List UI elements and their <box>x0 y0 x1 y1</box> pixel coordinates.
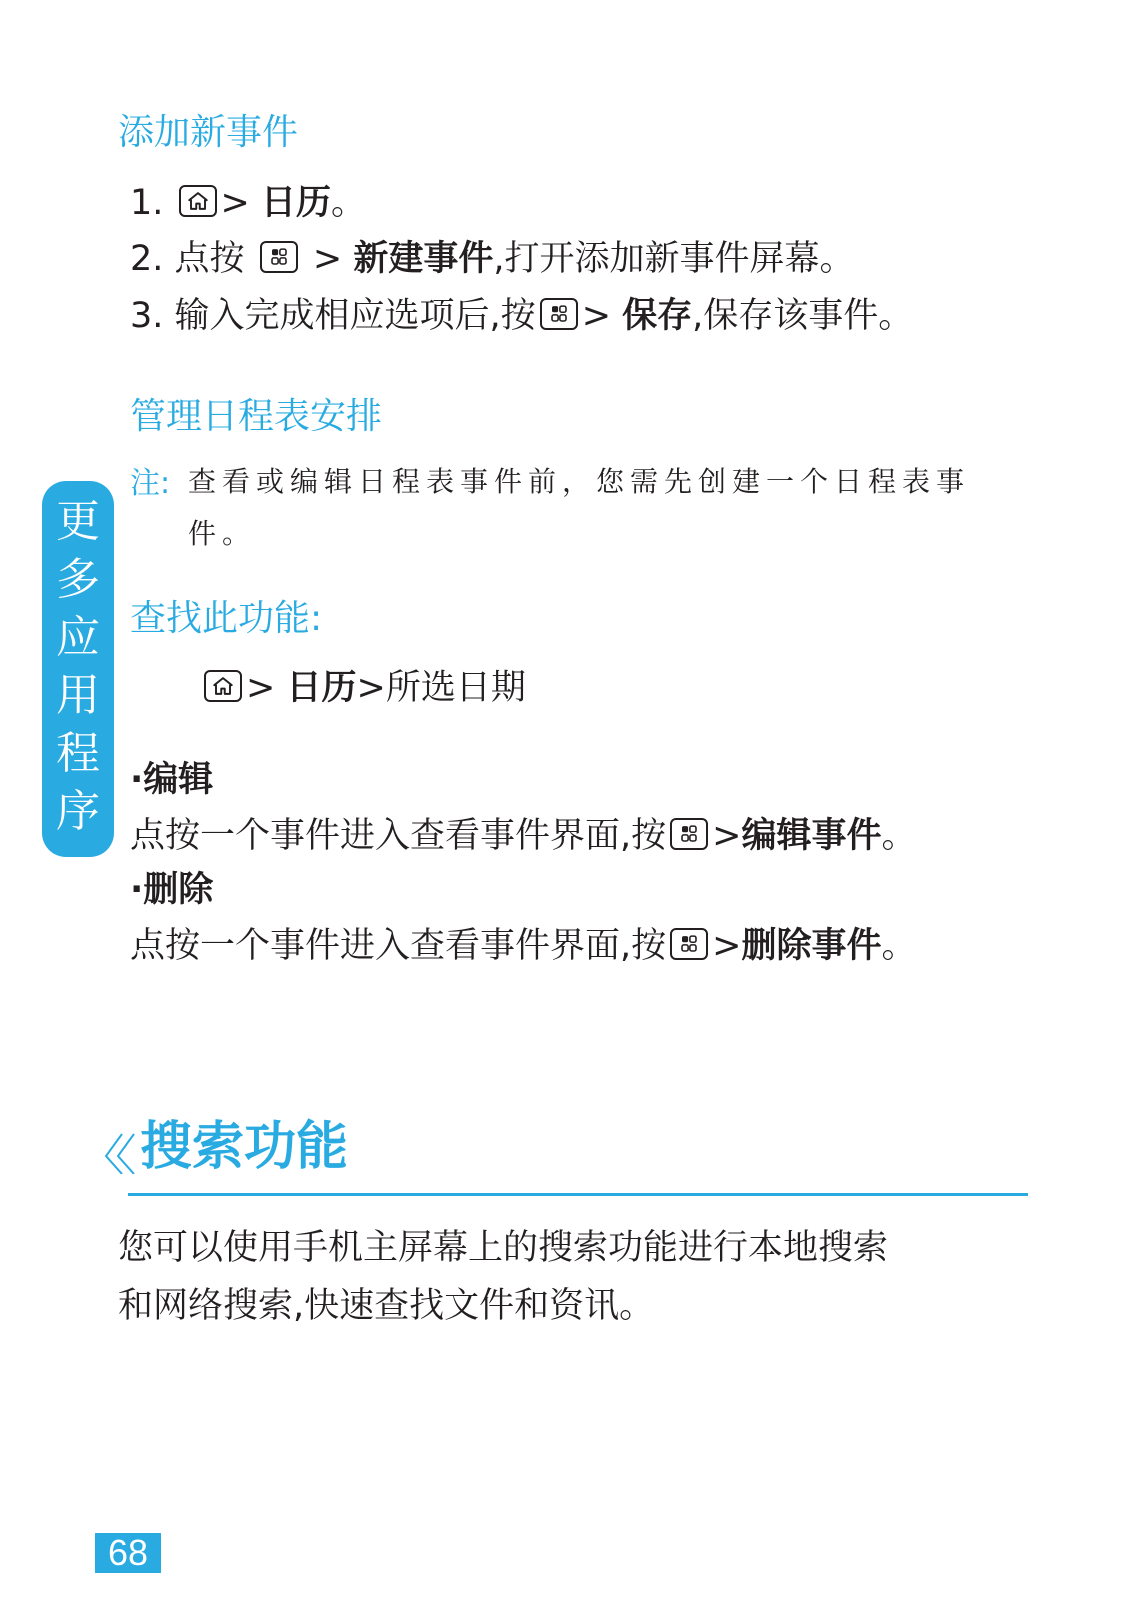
home-key-icon <box>204 670 242 702</box>
search-paragraph-line-1: 您可以使用手机主屏幕上的搜索功能进行本地搜索 <box>118 1228 889 1268</box>
step-target: 保存 <box>622 296 693 336</box>
path-separator: > <box>246 668 276 708</box>
step-number: 1. <box>130 183 164 223</box>
find-feature-path <box>200 660 526 710</box>
side-tab-char: 程 <box>56 728 100 779</box>
step-2 <box>130 231 854 281</box>
delete-tail: 。 <box>881 926 917 966</box>
chapter-side-tab <box>42 481 114 857</box>
step-number: 2. <box>130 239 164 279</box>
step-prefix: 输入完成相应选项后,按 <box>174 296 536 336</box>
path-separator: > <box>712 926 742 966</box>
page-number: 68 <box>95 1533 161 1573</box>
side-tab-char: 更 <box>56 496 100 547</box>
find-feature-label: 查找此功能: <box>130 598 323 639</box>
edit-bullet: ·编辑 <box>130 760 214 800</box>
step-tail: ,打开添加新事件屏幕。 <box>493 239 855 279</box>
edit-prefix: 点按一个事件进入查看事件界面,按 <box>130 816 667 856</box>
step-target: 日历 <box>261 183 332 223</box>
delete-bullet: ·删除 <box>130 870 214 910</box>
path-calendar: 日历 <box>286 668 357 708</box>
step-target: 新建事件 <box>353 239 494 279</box>
note-text-line-1: 查看或编辑日程表事件前，您需先创建一个日程表事 <box>188 465 971 498</box>
menu-key-icon <box>670 818 708 850</box>
search-paragraph-line-2: 和网络搜索,快速查找文件和资讯。 <box>118 1286 655 1326</box>
edit-instruction <box>130 808 917 858</box>
side-tab-char: 序 <box>56 786 100 837</box>
section-heading-manage: 管理日程表安排 <box>130 396 383 437</box>
path-selected-date: 所选日期 <box>385 668 526 708</box>
double-chevron-icon <box>100 1130 140 1174</box>
menu-key-icon <box>260 241 298 273</box>
note-label: 注: <box>130 466 171 501</box>
delete-prefix: 点按一个事件进入查看事件界面,按 <box>130 926 667 966</box>
delete-target: 删除事件 <box>741 926 882 966</box>
title-underline <box>128 1193 1028 1196</box>
side-tab-char: 用 <box>56 670 100 721</box>
menu-key-icon <box>670 928 708 960</box>
path-separator: > <box>220 183 250 223</box>
edit-tail: 。 <box>881 816 917 856</box>
side-tab-char: 应 <box>56 612 100 663</box>
side-tab-char: 多 <box>56 554 100 605</box>
edit-target: 编辑事件 <box>741 816 882 856</box>
search-section-title: 搜索功能 <box>140 1117 349 1177</box>
note-text-line-2: 件。 <box>188 517 257 550</box>
path-separator: > <box>356 668 386 708</box>
section-heading-add-event: 添加新事件 <box>118 112 299 153</box>
path-separator: > <box>712 816 742 856</box>
step-tail: 。 <box>331 183 367 223</box>
step-prefix: 点按 <box>174 239 245 279</box>
step-3 <box>130 288 913 338</box>
path-separator: > <box>581 296 612 336</box>
path-separator: > <box>312 239 343 279</box>
step-number: 3. <box>130 296 164 336</box>
home-key-icon <box>179 185 217 217</box>
delete-instruction <box>130 918 917 968</box>
step-tail: ,保存该事件。 <box>692 296 914 336</box>
step-1 <box>130 175 366 225</box>
menu-key-icon <box>540 298 578 330</box>
